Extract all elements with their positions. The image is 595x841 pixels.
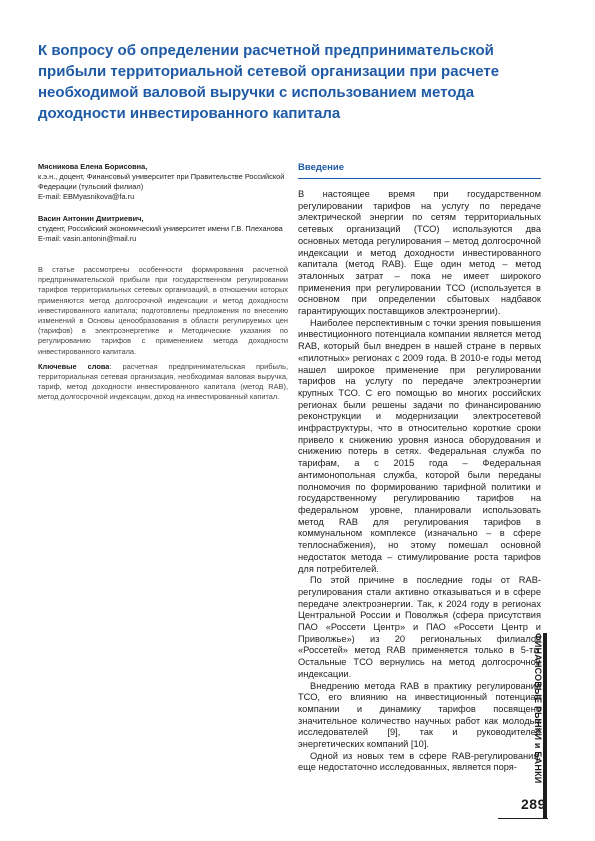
author-name: Васин Антонин Дмитриевич, xyxy=(38,214,144,223)
keywords-list: : расчетная предпринимательская прибыль, территориальная сетевая организация, необходимая валовая выручка, тариф, метод доходности инвестированного капитала (метод RAB), метод долгосрочной индексации, доход на инвестированный капитал. xyxy=(38,361,289,402)
author-and-abstract-column xyxy=(38,162,288,403)
paragraph: Внедрению метода RAB в практику регулирования ТСО, его влиянию на инвестиционный потенциал компании и динамику тарифов посвящено значительное количество научных работ как молодых исследователей [9], так и руководителей энергетических компаний [10]. xyxy=(298,680,541,750)
keywords xyxy=(38,362,288,403)
author-block xyxy=(38,162,288,202)
author-email: E-mail: vasin.antonin@mail.ru xyxy=(38,234,137,243)
abstract xyxy=(38,265,288,403)
running-section-label: ФИНАНСОВЫЕ РЫНКИ и БАНКИ xyxy=(533,633,543,784)
article-title: К вопросу об определении расчетной предпринимательской прибыли территориальной сетевой организации при расчете необходимой валовой выручки с использованием метода доходности инвестированного капитала xyxy=(38,42,500,122)
page-number: 289 xyxy=(521,796,546,812)
author-email: E-mail: EBMyasnikova@fa.ru xyxy=(38,192,135,201)
paragraph: Наиболее перспективным с точки зрения повышения инвестиционного потенциала компании является метод RAB, который был внедрен в нашей стране в первых «пилотных» регионах с 2009 года. В 2010-е годы метод нашел широкое применение при регулировании тарифов на услугу по передаче электроэнергии крупных ТСО. С его помощью во многих российских регионах были решены задачи по финансированию реконструкции и модернизации электросетевой инфраструктуры, что в относительно короткие сроки привело к снижению уровня износа оборудования и снижению потерь в сетях. Федеральная служба по тарифам, а с 2015 года – Федеральная антимонопольная служба, которой были переданы полномочия по формированию тарифной политики и государственному регулированию тарифов на федеральном уровне, планировали использовать метод RAB для регулирования тарифов в коммунальном комплексе (изначально – в сфере теплоснабжения), но этому помешал основной недостаток метода – стимулирование роста тарифов для потребителей. xyxy=(298,317,541,574)
keywords-label: Ключевые слова xyxy=(38,361,110,371)
paragraph: В настоящее время при государственном регулировании тарифов на услугу по передаче электрической энергии по сетям территориальных сетевых организаций (ТСО) используются два основных метода регулирования – метод долгосрочной индексации и метод доходности инвестированного капитала (метод RAB). Еще один метод – метод эталонных затрат – пока не имеет широкого применения при регулировании ТСО (используется в основном при определении сбытовых надбавок гарантирующих поставщиков электроэнергии). xyxy=(298,189,541,317)
author-affiliation: студент, Российский экономический университет имени Г.В. Плеханова xyxy=(38,224,283,233)
abstract-text: В статье рассмотрены особенности формирования расчетной предпринимательской прибыли при государственном регулировании тарифов территориальных сетевых организаций, в отношении которых применяются метод долгосрочной индексации и метод доходности инвестированного капитала; подготовлены предложения по внесению изменений в Основы ценообразования в области регулируемых цен (тарифов) в электроэнергетике и Методические указания по регулированию тарифов с применением метода доходности инвестированного капитала. xyxy=(38,265,288,356)
section-heading: Введение xyxy=(298,162,541,179)
paragraph: По этой причине в последние годы от RAB-регулирования стали активно отказываться и в сфере передаче электроэнергии. Так, к 2024 году в регионах Центральной России и Поволжья (сфера присутствия ПАО «Россети Центр» и ПАО «Россети Центр и Приволжье») из 20 региональных филиалов «Россетей» метод RAB применяется только в 5-ти. Остальные ТСО вернулись на метод долгосрочной индексации. xyxy=(298,575,541,679)
page-number-rule xyxy=(498,818,548,819)
author-affiliation: к.э.н., доцент, Финансовый университет при Правительстве Российской Федерации (тульский филиал) xyxy=(38,172,285,191)
paragraph: Одной из новых тем в сфере RAB-регулирования, еще недостаточно исследованных, является поря- xyxy=(298,750,541,773)
author-block xyxy=(38,214,288,244)
introduction-column xyxy=(298,162,541,774)
section-body xyxy=(298,189,541,774)
author-name: Мясникова Елена Борисовна, xyxy=(38,162,148,171)
